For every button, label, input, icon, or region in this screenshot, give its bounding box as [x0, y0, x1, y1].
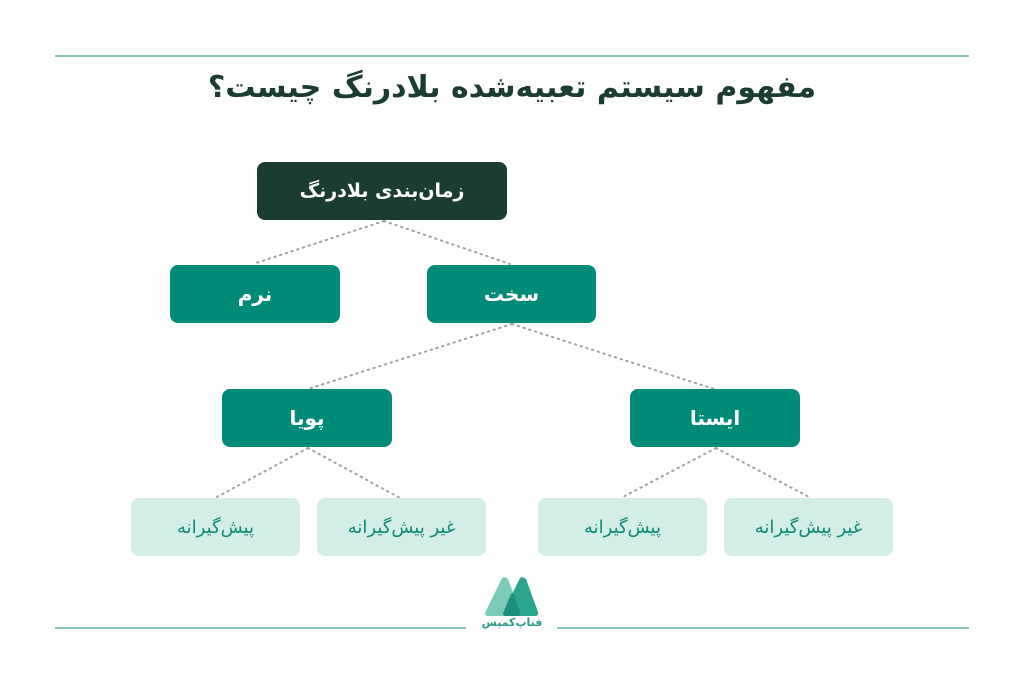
page-title: مفهوم سیستم تعبیه‌شده بلادرنگ چیست؟ [207, 70, 817, 105]
node-label: پیش‌گیرانه [584, 516, 661, 538]
node-label: نرم [237, 282, 273, 306]
node-dynamic-predictive [131, 498, 300, 556]
mountain-logo-icon [484, 576, 540, 620]
node-realtime-scheduling [257, 162, 507, 220]
bottom-divider-right [557, 627, 969, 629]
node-label: ایستا [689, 406, 741, 430]
node-static [630, 389, 800, 447]
node-label: پیش‌گیرانه [177, 516, 254, 538]
bottom-divider-left [55, 627, 466, 629]
node-label: پویا [289, 406, 325, 430]
node-label: زمان‌بندی بلادرنگ [299, 180, 465, 202]
node-hard [427, 265, 596, 323]
node-dynamic-nonpredictive [317, 498, 486, 556]
node-static-nonpredictive [724, 498, 893, 556]
node-label: غیر پیش‌گیرانه [347, 516, 456, 538]
node-static-predictive [538, 498, 707, 556]
node-dynamic [222, 389, 392, 447]
node-label: غیر پیش‌گیرانه [754, 516, 863, 538]
node-soft [170, 265, 340, 323]
node-label: سخت [483, 282, 540, 306]
brand-name: فناپ‌کمپس [481, 616, 543, 629]
